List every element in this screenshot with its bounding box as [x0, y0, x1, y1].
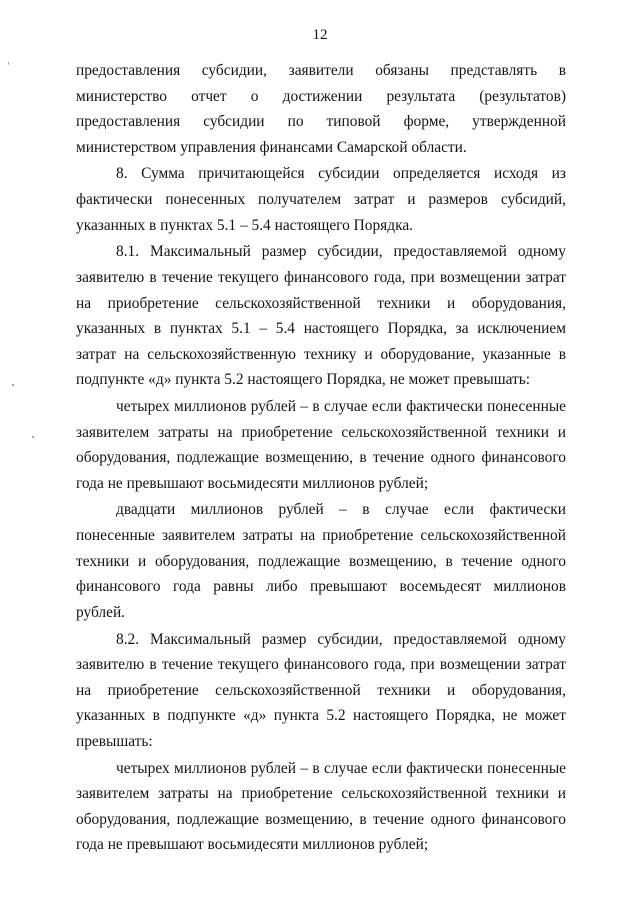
- scan-artifact-dot: [8, 62, 9, 65]
- paragraph-8-2-limit-four-million: четырех миллионов рублей – в случае если фактически понесенные заявителем затраты на приобретение сельскохозяйственной техники и оборудования, подлежащие возмещению, в течение одного финансового года не превышают восьмидесяти миллионов рублей;: [76, 759, 566, 854]
- paragraph-8-1-limit-four-million: четырех миллионов рублей – в случае если фактически понесенные заявителем затраты на приобретение сельскохозяйственной техники и оборудования, подлежащие возмещению, в течение одного финансового года не превышают восьмидесяти миллионов рублей;: [76, 398, 566, 492]
- paragraph-8: 8. Сумма причитающейся субсидии определяется исходя из фактически понесенных получателем затрат и размеров субсидий, указанных в пунктах 5.1 – 5.4 настоящего Порядка.: [76, 165, 566, 234]
- document-body: [76, 58, 566, 859]
- scan-artifact-dot: [12, 384, 14, 386]
- paragraph-8-2: 8.2. Максимальный размер субсидии, предоставляемой одному заявителю в течение текущего финансового года, при возмещении затрат на приобретение сельскохозяйственной техники и оборудования, указанных в подпункте «д» пункта 5.2 настоящего Порядка, не может превышать:: [76, 630, 566, 750]
- page-number: 12: [312, 27, 328, 43]
- paragraph-8-1: 8.1. Максимальный размер субсидии, предоставляемой одному заявителю в течение текущего финансового года, при возмещении затрат на приобретение сельскохозяйственной техники и оборудования, указанных в пунктах 5.1 – 5.4 настоящего Порядка, за исключением затрат на сельскохозяйственную технику и оборудование, указанные в подпункте «д» пункта 5.2 настоящего Порядка, не может превышать:: [76, 243, 566, 389]
- scan-artifact-dot: [32, 436, 34, 438]
- paragraph-8-1-limit-twenty-million: двадцати миллионов рублей – в случае если фактически понесенные заявителем затраты на приобретение сельскохозяйственной техники и оборудования, подлежащие возмещению, в течение одного финансового года равны либо превышают восемьдесят миллионов рублей.: [76, 501, 566, 621]
- paragraph-report-obligation: предоставления субсидии, заявители обязаны представлять в министерство отчет о достижении результата (результатов) предоставления субсидии по типовой форме, утвержденной министерством управления финансами Самарской области.: [76, 62, 566, 156]
